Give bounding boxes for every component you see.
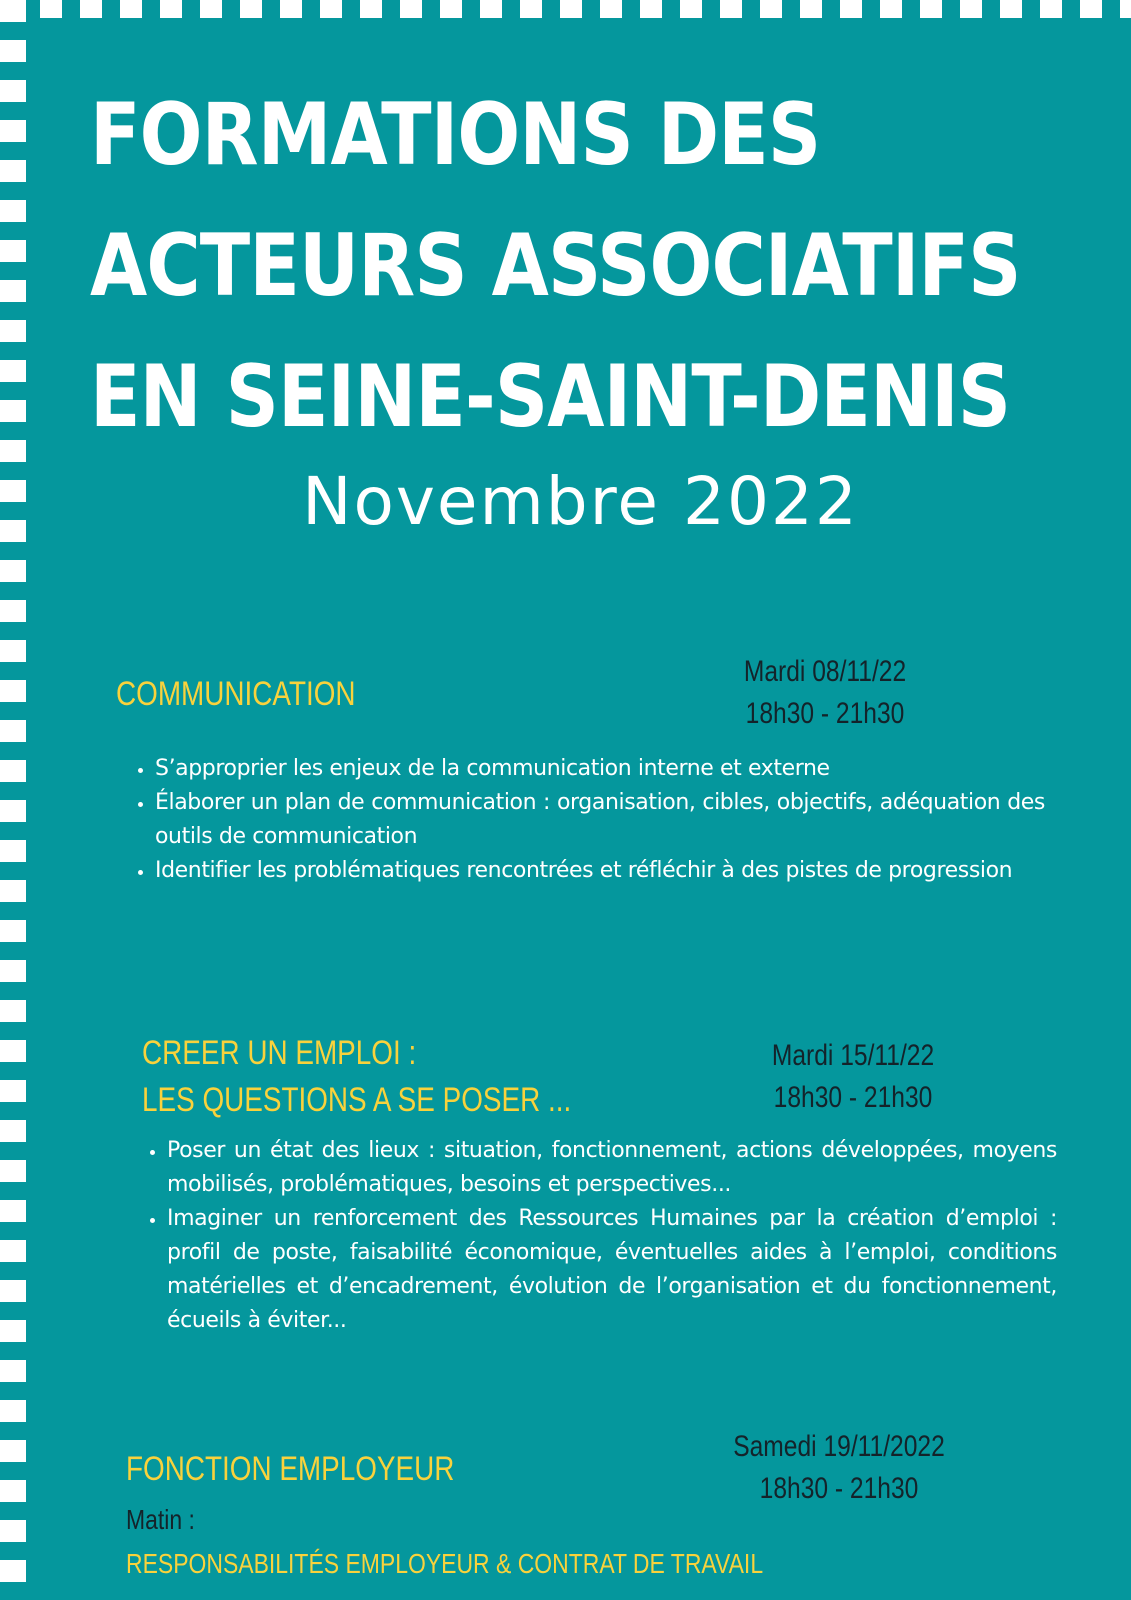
section-communication-time: 18h30 - 21h30	[745, 697, 905, 730]
page-title-line-3: EN SEINE-SAINT-DENIS	[90, 347, 1011, 447]
section-employeur-matin-label: Matin :	[126, 1504, 195, 1535]
left-dashed-border	[0, 0, 26, 1600]
section-emploi-day: Mardi 15/11/22	[771, 1039, 935, 1072]
section-communication-title: COMMUNICATION	[116, 675, 356, 713]
page-title-line-2: ACTEURS ASSOCIATIFS	[90, 216, 1021, 316]
section-emploi-date	[732, 1035, 973, 1119]
list-item: • Identifier les problématiques rencontrées et réfléchir à des pistes de progression	[155, 854, 1045, 888]
section-employeur-date	[687, 1426, 990, 1510]
section-emploi-title-line-2: LES QUESTIONS A SE POSER ...	[142, 1081, 572, 1119]
section-employeur-title: FONCTION EMPLOYEUR	[126, 1450, 455, 1488]
list-item: • Élaborer un plan de communication : organisation, cibles, objectifs, adéquation des outils de communication	[155, 786, 1045, 854]
page-title-line-1: FORMATIONS DES	[90, 85, 821, 185]
section-emploi-time: 18h30 - 21h30	[773, 1081, 933, 1114]
page-title	[90, 70, 1021, 463]
section-emploi-list	[139, 1134, 1057, 1338]
list-item: • Poser un état des lieux : situation, fonctionnement, actions développées, moyens mobilisés, problématiques, besoins et perspectives...	[167, 1134, 1057, 1202]
section-emploi-title-line-1: CREER UN EMPLOI :	[142, 1034, 417, 1072]
list-item: • S’approprier les enjeux de la communication interne et externe	[155, 752, 1045, 786]
page-subtitle: Novembre 2022	[302, 463, 859, 540]
section-communication-list	[127, 752, 1045, 888]
section-employeur-day: Samedi 19/11/2022	[733, 1430, 945, 1463]
section-employeur-time: 18h30 - 21h30	[759, 1472, 919, 1505]
section-communication-day: Mardi 08/11/22	[743, 655, 907, 688]
section-communication-date	[704, 651, 945, 735]
list-item: • Imaginer un renforcement des Ressources Humaines par la création d’emploi : profil de poste, faisabilité économique, éventuelles aides à l’emploi, conditions matérielles et d’encadrement, évolution de l’organisation et du fonctionnement, écueils à éviter...	[167, 1202, 1057, 1338]
top-dashed-border	[0, 0, 1131, 18]
section-employeur-matin-topic: RESPONSABILITÉS EMPLOYEUR & CONTRAT DE TRAVAIL	[126, 1548, 764, 1579]
